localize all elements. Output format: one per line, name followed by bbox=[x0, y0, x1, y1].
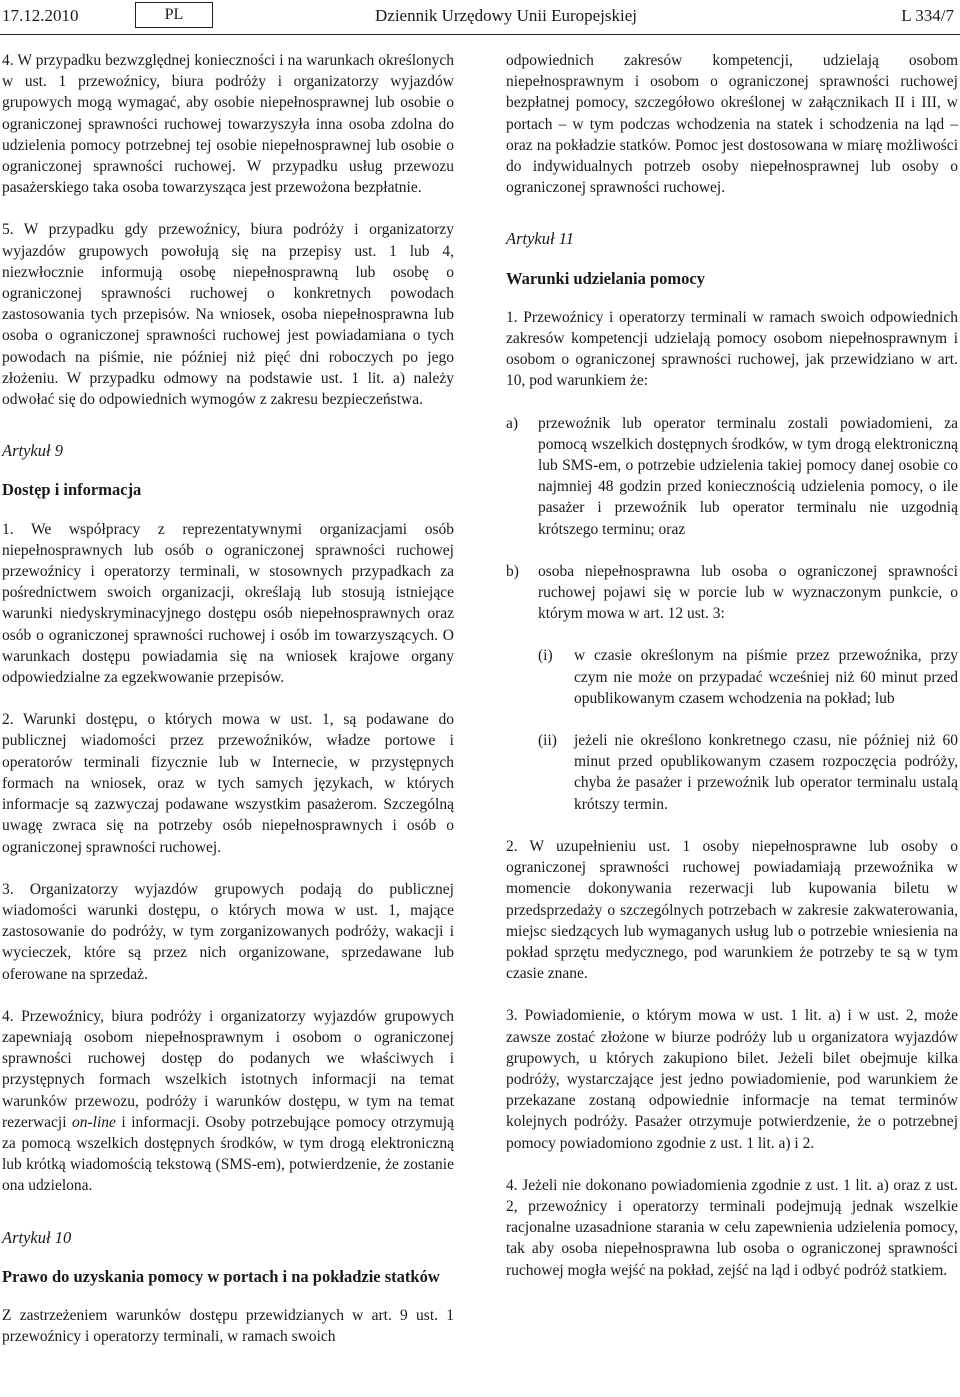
list-item-b-ii: (ii) jeżeli nie określono konkretnego czasu, nie później niż 60 minut przed opublikowanym czasem rozpoczęcia podróży, chyba że pasażer i przewoźnik lub operator terminalu ustalą krótszy termin. bbox=[538, 732, 958, 813]
paragraph-art9-1: 1. We współpracy z reprezentatywnymi organizacjami osób niepełnosprawnych lub osób o ograniczonej sprawności ruchowej przewoźnicy i operatorzy terminali, w stosownych przypadkach za pośrednictwem swoich organizacji, określają lub stosują istniejące warunki niedyskryminacyjnego dostępu osób niepełnosprawnych oraz osób o ograniczonej sprawności ruchowej i osób im towarzyszących. O warunkach dostępu powiadamia się na wniosek krajowe organy odpowiedzialne za egzekwowanie przepisów. bbox=[2, 520, 454, 687]
article-10-title: Artykuł 10 bbox=[2, 1227, 72, 1247]
paragraph-art10-1: Z zastrzeżeniem warunków dostępu przewidzianych w art. 9 ust. 1 przewoźnicy i operatorzy terminali, w ramach swoich bbox=[2, 1306, 454, 1346]
paragraph-art8-4: 4. W przypadku bezwzględnej konieczności i na warunkach określonych w ust. 1 przewoźnicy, biura podróży i organizatorzy wyjazdów grupowych mogą wymagać, aby osobie niepełnosprawnej lub osobie o ograniczonej sprawności ruchowej towarzyszyła inna osoba zdolna do udzielenia pomocy potrzebnej tej osobie niepełnosprawnej lub osobie o ograniczonej sprawności ruchowej. W przypadku usług przewozu pasażerskiego taka osoba towarzysząca jest przewożona bezpłatnie. bbox=[2, 52, 454, 197]
paragraph-art11-3: 3. Powiadomienie, o którym mowa w ust. 1 lit. a) i w ust. 2, może zawsze zostać złożone w biurze podróży lub u organizatora wyjazdów grupowych, u których zakupiono bilet. Jeżeli bilet obejmuje kilka podróży, wystarczające jest jedno powiadomienie, pod warunkiem że przekazane zostaną odpowiednie informacje na temat terminów kolejnych podróży. Pasażer otrzymuje potwierdzenie, że o potrzebnej pomocy powiadomiono zgodnie z ust. 1 lit. a) i 2. bbox=[506, 1007, 958, 1152]
article-10-heading: Prawo do uzyskania pomocy w portach i na pokładzie statków bbox=[2, 1266, 440, 1286]
article-9-heading: Dostęp i informacja bbox=[2, 480, 142, 500]
list-item-a: a) przewoźnik lub operator terminalu zostali powiadomieni, za pomocą wszelkich dostępnych środków, w tym drogą elektroniczną lub SMS-em, o potrzebie udzielenia takiej pomocy danej osobie co najmniej 48 godzin przed koniecznością udzielenia pomocy, o ile pasażer i przewoźnik lub operator terminalu nie uzgodnią krótszego terminu; oraz bbox=[506, 414, 958, 538]
paragraph-art11-4: 4. Jeżeli nie dokonano powiadomienia zgodnie z ust. 1 lit. a) oraz z ust. 2, przewoźnicy i operatorzy terminali podejmują jednak wszelkie racjonalne uzasadnione starania w celu zapewnienia udzielenia pomocy, tak aby osoba niepełnosprawna lub osoba o ograniczonej sprawności ruchowej mogła wejść na pokład, zejść na ląd i odbyć podróż statkiem. bbox=[506, 1176, 958, 1279]
paragraph-art8-5: 5. W przypadku gdy przewoźnicy, biura podróży i organizatorzy wyjazdów grupowych powołują się na przepisy ust. 1 lub 4, niezwłocznie informują osobę niepełnosprawną lub osobę o ograniczonej sprawności ruchowej o konkretnych powodach zastosowania tych przepisów. Na wniosek, osoba niepełnosprawna lub osoba o ograniczonej sprawności ruchowej jest powiadamiana o tych powodach na piśmie, nie później niż pięć dni roboczych po jego złożeniu. W przypadku odmowy na podstawie ust. 1 lit. a) należy odwołać się do odpowiednich wymogów z zakresu bezpieczeństwa. bbox=[2, 221, 454, 409]
publication-date: 17.12.2010 bbox=[2, 6, 79, 25]
paragraph-art9-3: 3. Organizatorzy wyjazdów grupowych podają do publicznej wiadomości warunki dostępu, o których mowa w ust. 1, mające zastosowanie do podróży, w tym zorganizowanych podróży, wakacji i wycieczek, które są przez nich organizowane, sprzedawane lub oferowane na sprzedaż. bbox=[2, 880, 454, 983]
paragraph-art9-4: 4. Przewoźnicy, biura podróży i organizatorzy wyjazdów grupowych zapewniają osobom niepełnosprawnym i osobom o ograniczonej sprawności ruchowej dostęp do podanych we właściwych i przystępnych formach wszelkich istotnych informacji na temat warunków przewozu, podróży i warunków dostępu, w tym na temat rezerwacji on-line i informacji. Osoby potrzebujące pomocy otrzymują za pomocą wszelkich dostępnych środków, w tym drogą elektroniczną lub krótką wiadomością tekstową (SMS-em), potwierdzenie, że zostanie ona udzielona. bbox=[2, 1007, 454, 1195]
list-item-b-i: (i) w czasie określonym na piśmie przez przewoźnika, przy czym nie może on przypadać wcześniej niż 60 minut przed opublikowanym czasem wchodzenia na pokład; lub bbox=[538, 647, 958, 707]
paragraph-art11-1: 1. Przewoźnicy i operatorzy terminali w ramach swoich odpowiednich zakresów kompetencji udzielają pomocy osobom niepełnosprawnym i osobom o ograniczonej sprawności ruchowej, jak przewidziano w art. 10, pod warunkiem że: bbox=[506, 308, 958, 390]
list-item-b: b) osoba niepełnosprawna lub osoba o ograniczonej sprawności ruchowej pojawi się w porcie lub w wyznaczonym punkcie, o którym mowa w art. 12 ust. 3: bbox=[506, 562, 958, 623]
language-badge: PL bbox=[135, 2, 213, 28]
journal-title: Dziennik Urzędowy Unii Europejskiej bbox=[375, 6, 638, 25]
page-header bbox=[0, 0, 960, 35]
article-9-title: Artykuł 9 bbox=[2, 441, 63, 461]
paragraph-art9-2: 2. Warunki dostępu, o których mowa w ust. 1, są podawane do publicznej wiadomości przez przewoźników, władze portowe i operatorów terminali fizycznie lub w Internecie, w przystępnych formach na wniosek, oraz w tych samych językach, w których informacje są zazwyczaj podawane wszystkim pasażerom. Szczególną uwagę zwraca się na potrzeby osób niepełnosprawnych i osób o ograniczonej sprawności ruchowej. bbox=[2, 711, 454, 856]
left-column bbox=[2, 50, 454, 1347]
page-number: L 334/7 bbox=[901, 6, 954, 25]
article-11-heading: Warunki udzielania pomocy bbox=[506, 268, 705, 288]
paragraph-art11-2: 2. W uzupełnieniu ust. 1 osoby niepełnosprawne lub osoby o ograniczonej sprawności ruchowej powiadamiają przewoźnika w momencie dokonywania rezerwacji lub kupowania biletu w przedsprzedaży o szczególnych potrzebach w zakresie zakwaterowania, miejsc siedzących lub wymaganych usług lub o potrzebie wniesienia na pokład sprzętu medycznego, pod warunkiem że potrzeby te są w tym czasie znane. bbox=[506, 837, 958, 983]
right-column bbox=[506, 50, 958, 1281]
paragraph-art10-continued: odpowiednich zakresów kompetencji, udzielają osobom niepełnosprawnym i osobom o ograniczonej sprawności ruchowej bezpłatnej pomocy, szczegółowo określonej w załącznikach II i III, w portach – w tym podczas wchodzenia na statek i schodzenia na ląd – oraz na pokładzie statków. Pomoc jest dostosowana w miarę możliwości do indywidualnych potrzeb osoby niepełnosprawnej lub osoby o ograniczonej sprawności ruchowej. bbox=[506, 52, 958, 197]
article-11-title: Artykuł 11 bbox=[506, 229, 574, 249]
